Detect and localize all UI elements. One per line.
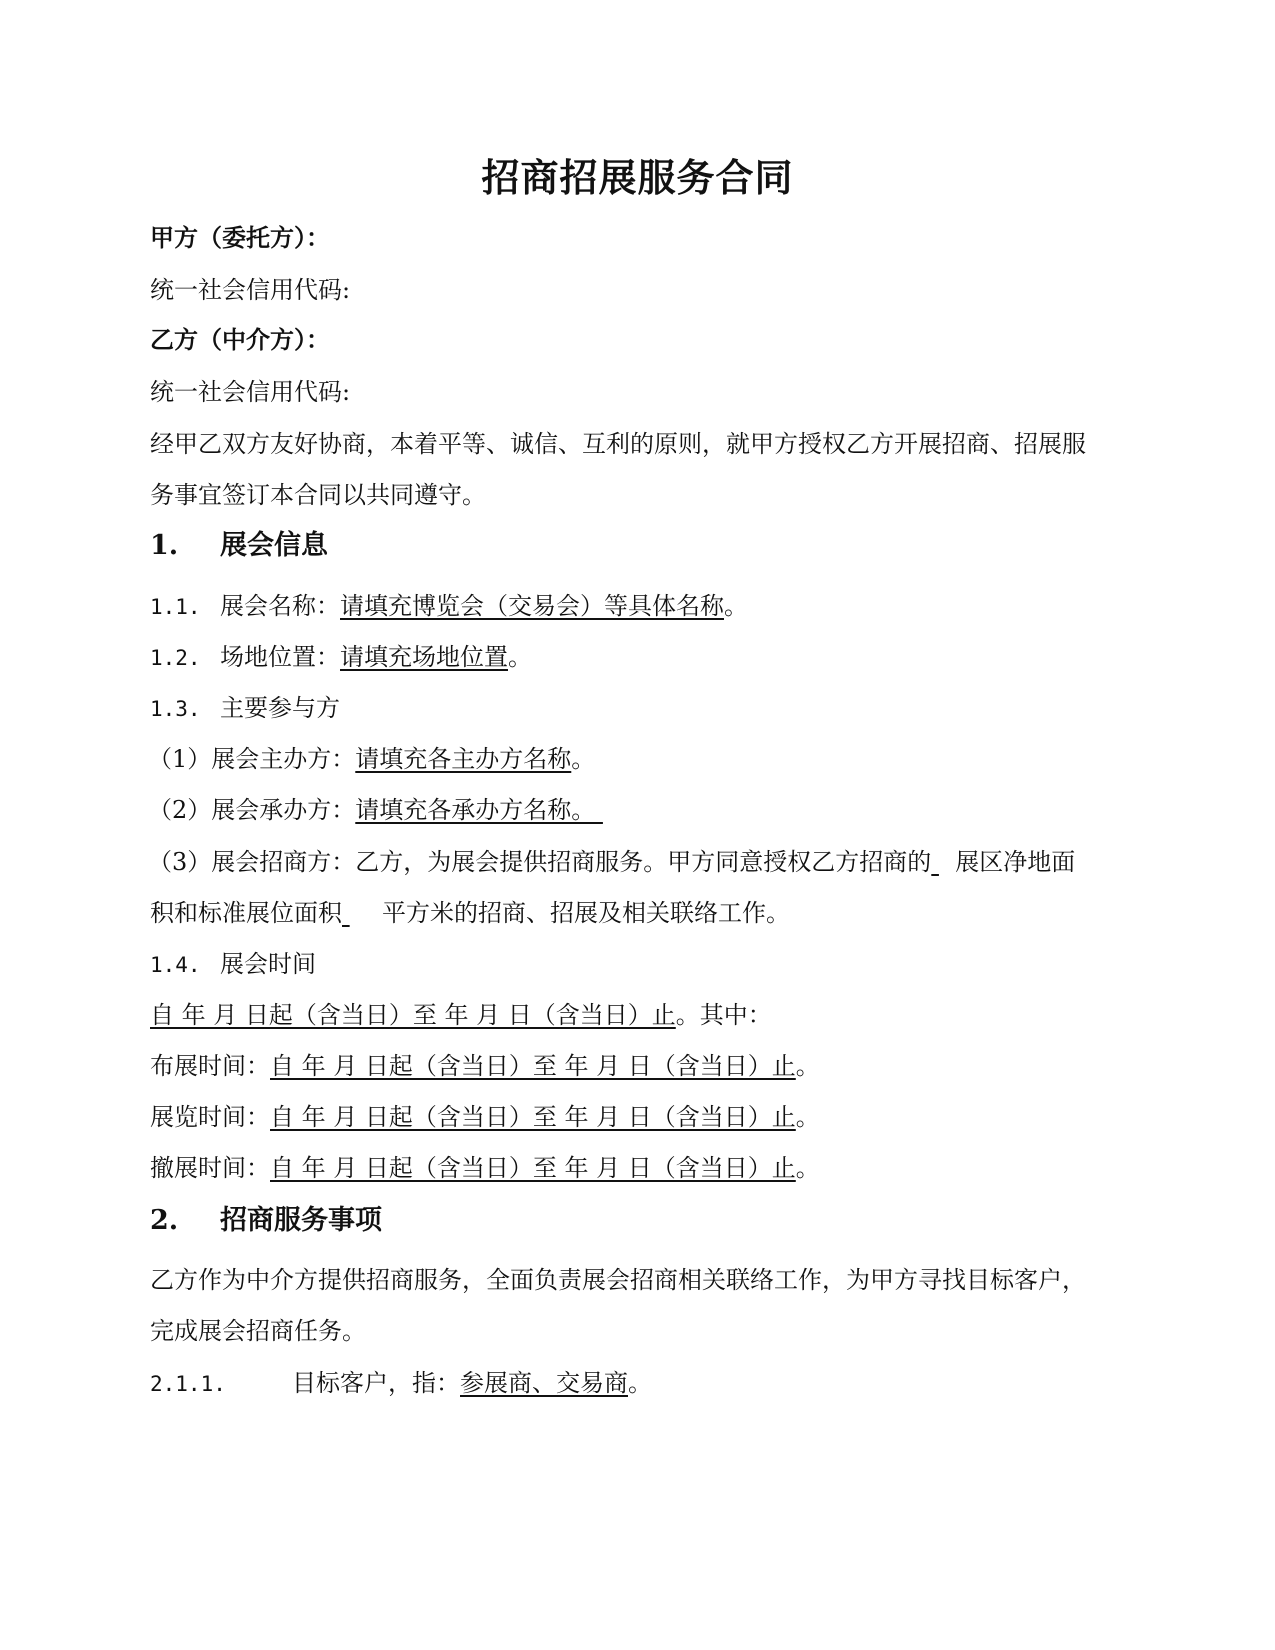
investment-text: 积和标准展位面积 bbox=[150, 899, 342, 927]
setup-time-value: 自 年 月 日起（含当日）至 年 月 日（含当日）止 bbox=[270, 1052, 796, 1080]
exhibition-name-label: 展会名称： bbox=[220, 592, 340, 620]
investment-line-2 bbox=[150, 897, 790, 929]
blank-field bbox=[342, 897, 382, 929]
punctuation: 。 bbox=[724, 592, 748, 620]
item-1-4 bbox=[150, 948, 316, 981]
punctuation: 。 bbox=[795, 1052, 820, 1080]
exhibit-time-label: 展览时间： bbox=[150, 1103, 270, 1131]
setup-time-label: 布展时间： bbox=[150, 1052, 270, 1080]
item-number: 1.3. bbox=[150, 697, 201, 721]
item-1-3 bbox=[150, 692, 340, 725]
section-2-heading bbox=[150, 1205, 382, 1237]
punctuation: 。 bbox=[571, 745, 596, 773]
punctuation: 。 bbox=[628, 1369, 652, 1397]
venue-value: 请填充场地位置 bbox=[340, 643, 508, 671]
setup-time-line bbox=[150, 1050, 820, 1082]
exhibition-name-value: 请填充博览会（交易会）等具体名称 bbox=[340, 592, 724, 620]
punctuation: 。 bbox=[508, 643, 532, 671]
investment-text: 展区净地面 bbox=[955, 848, 1076, 876]
exhibition-time-label: 展会时间 bbox=[220, 950, 316, 978]
investment-line-1 bbox=[148, 846, 1075, 878]
co-organizer-label: （2）展会承办方： bbox=[148, 796, 356, 824]
investment-text: 平方米的招商、招展及相关联络工作。 bbox=[382, 899, 790, 927]
document-title: 招商招展服务合同 bbox=[481, 155, 794, 200]
item-number: 1.1. bbox=[150, 595, 201, 619]
participants-label: 主要参与方 bbox=[220, 694, 340, 722]
punctuation: 。其中： bbox=[675, 1001, 772, 1029]
target-clients-value: 参展商、交易商 bbox=[460, 1369, 628, 1397]
blank-field bbox=[931, 846, 955, 878]
preamble-line-2: 务事宜签订本合同以共同遵守。 bbox=[150, 481, 486, 509]
teardown-time-line bbox=[150, 1152, 820, 1184]
co-organizer-value: 请填充各承办方名称。 bbox=[355, 796, 603, 824]
overall-period-line bbox=[150, 999, 772, 1031]
overall-period-value: 自 年 月 日起（含当日）至 年 月 日（含当日）止 bbox=[150, 1001, 676, 1029]
section-2-body-line-2: 完成展会招商任务。 bbox=[150, 1317, 366, 1345]
section-1-number: 1. bbox=[150, 530, 179, 561]
exhibit-time-line bbox=[150, 1101, 820, 1133]
item-number: 2.1.1. bbox=[150, 1372, 226, 1396]
party-a-credit-code: 统一社会信用代码: bbox=[150, 276, 351, 304]
party-a-label: 甲方（委托方）： bbox=[150, 223, 330, 252]
teardown-time-label: 撤展时间： bbox=[150, 1154, 270, 1182]
exhibit-time-value: 自 年 月 日起（含当日）至 年 月 日（含当日）止 bbox=[270, 1103, 796, 1131]
section-2-title: 招商服务事项 bbox=[220, 1205, 382, 1236]
section-2-number: 2. bbox=[150, 1205, 179, 1236]
section-1-title: 展会信息 bbox=[220, 530, 328, 561]
teardown-time-value: 自 年 月 日起（含当日）至 年 月 日（含当日）止 bbox=[270, 1154, 796, 1182]
party-b-label: 乙方（中介方）： bbox=[150, 325, 330, 354]
preamble-line-1: 经甲乙双方友好协商，本着平等、诚信、互利的原则，就甲方授权乙方开展招商、招展服 bbox=[150, 430, 1086, 458]
punctuation: 。 bbox=[795, 1154, 820, 1182]
item-2-1-1 bbox=[150, 1367, 652, 1400]
item-number: 1.2. bbox=[150, 646, 201, 670]
organizer-label: （1）展会主办方： bbox=[148, 745, 356, 773]
organizer-value: 请填充各主办方名称 bbox=[355, 745, 572, 773]
co-organizer-line bbox=[148, 794, 603, 826]
item-1-2 bbox=[150, 641, 532, 674]
item-1-1 bbox=[150, 590, 748, 623]
section-1-heading bbox=[150, 530, 328, 562]
item-number: 1.4. bbox=[150, 953, 201, 977]
organizer-line bbox=[148, 743, 595, 775]
section-2-body-line-1: 乙方作为中介方提供招商服务，全面负责展会招商相关联络工作，为甲方寻找目标客户， bbox=[150, 1266, 1086, 1294]
target-clients-label: 目标客户，指： bbox=[292, 1369, 460, 1397]
investment-text: （3）展会招商方：乙方，为展会提供招商服务。甲方同意授权乙方招商的 bbox=[148, 848, 932, 876]
punctuation: 。 bbox=[795, 1103, 820, 1131]
party-b-credit-code: 统一社会信用代码: bbox=[150, 378, 351, 406]
venue-label: 场地位置： bbox=[220, 643, 340, 671]
